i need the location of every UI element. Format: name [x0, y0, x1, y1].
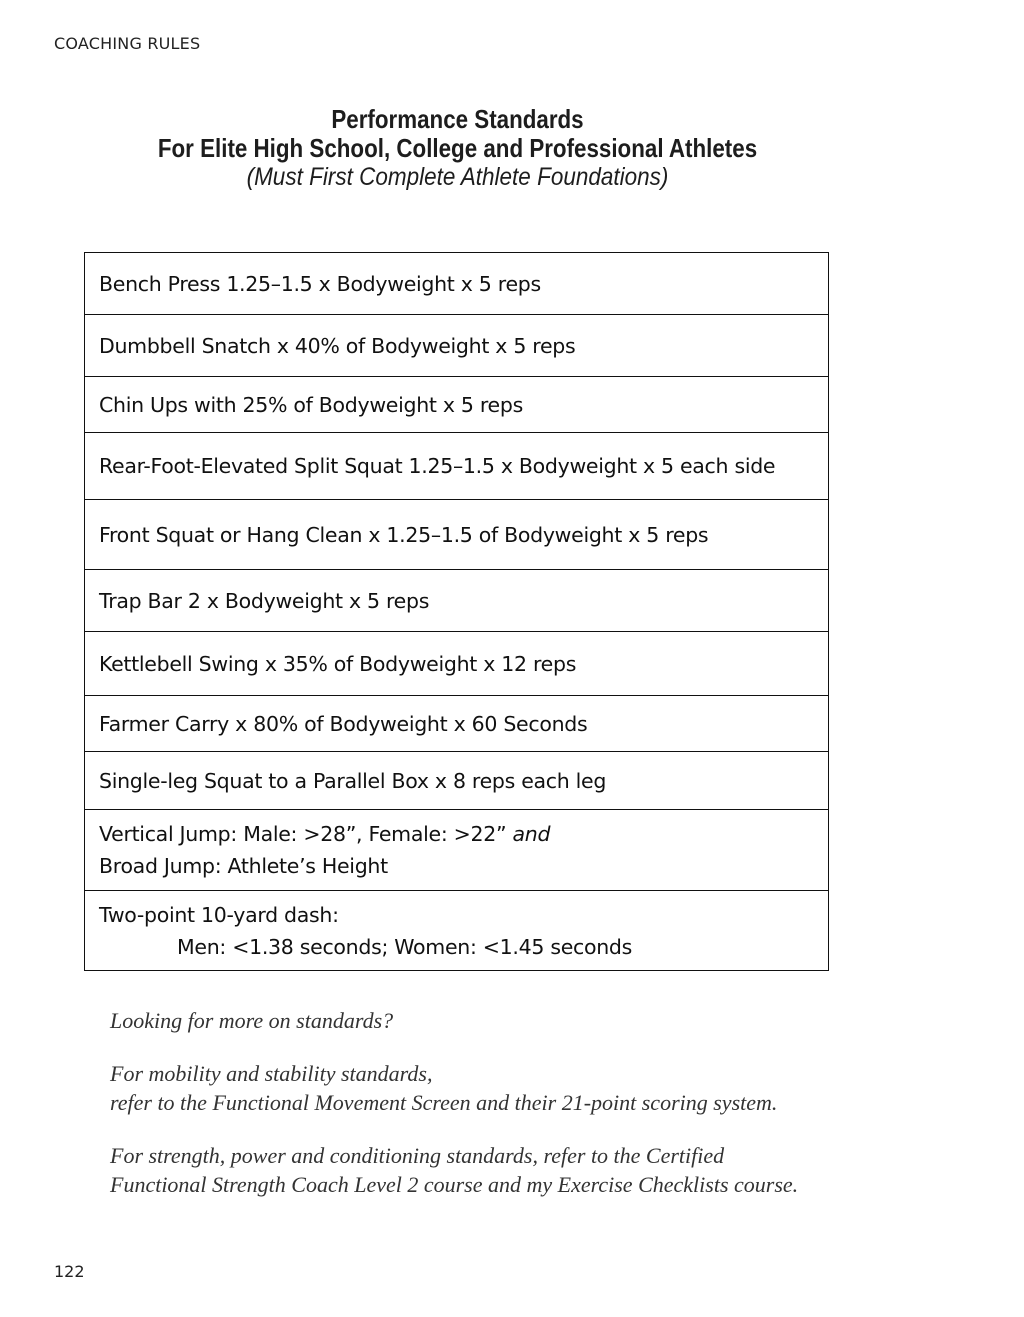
standard-text: Single-leg Squat to a Parallel Box x 8 reps each leg [99, 768, 607, 793]
page-number: 122 [54, 1262, 85, 1281]
standards-table [84, 252, 829, 971]
page-title-audience: For Elite High School, College and Professional Athletes [157, 133, 758, 163]
running-head: COACHING RULES [54, 34, 201, 53]
table-row [85, 433, 828, 500]
standard-text: Dumbbell Snatch x 40% of Bodyweight x 5 reps [99, 333, 576, 358]
standard-text: Chin Ups with 25% of Bodyweight x 5 reps [99, 392, 523, 417]
conjunction-text: and [512, 822, 551, 846]
vertical-jump-line [99, 818, 828, 850]
table-row [85, 377, 828, 433]
table-row [85, 500, 828, 570]
table-row [85, 315, 828, 377]
table-row-jumps [85, 810, 828, 891]
table-row [85, 752, 828, 810]
standard-text: Front Squat or Hang Clean x 1.25–1.5 of Bodyweight x 5 reps [99, 522, 709, 547]
table-row [85, 570, 828, 632]
notes-section [110, 1006, 870, 1223]
vertical-jump-text: Vertical Jump: Male: >28”, Female: >22” [99, 822, 507, 846]
notes-mobility [110, 1059, 870, 1117]
notes-mobility-line1: For mobility and stability standards, [110, 1061, 433, 1086]
notes-strength-line2: Functional Strength Coach Level 2 course and my Exercise Checklists course. [110, 1172, 799, 1197]
standard-text: Kettlebell Swing x 35% of Bodyweight x 12 reps [99, 651, 577, 676]
page-subtitle: (Must First Complete Athlete Foundations) [246, 163, 669, 191]
standard-text: Bench Press 1.25–1.5 x Bodyweight x 5 reps [99, 271, 541, 296]
title-block [0, 105, 915, 192]
dash-label: Two-point 10-yard dash: [99, 902, 339, 927]
notes-strength [110, 1141, 870, 1199]
notes-strength-line1: For strength, power and conditioning standards, refer to the Certified [110, 1143, 725, 1168]
table-row-dash [85, 891, 828, 970]
broad-jump-text: Broad Jump: Athlete’s Height [99, 854, 388, 878]
notes-mobility-line2: refer to the Functional Movement Screen and their 21-point scoring system. [110, 1090, 778, 1115]
page-title: Performance Standards [331, 104, 584, 134]
dash-times: Men: <1.38 seconds; Women: <1.45 seconds [177, 934, 633, 959]
notes-intro: Looking for more on standards? [110, 1008, 394, 1033]
standard-text: Farmer Carry x 80% of Bodyweight x 60 Seconds [99, 711, 588, 736]
standard-text: Trap Bar 2 x Bodyweight x 5 reps [99, 588, 430, 613]
standard-text: Rear-Foot-Elevated Split Squat 1.25–1.5 x Bodyweight x 5 each side [99, 454, 776, 478]
table-row [85, 632, 828, 696]
table-row [85, 253, 828, 315]
table-row [85, 696, 828, 752]
